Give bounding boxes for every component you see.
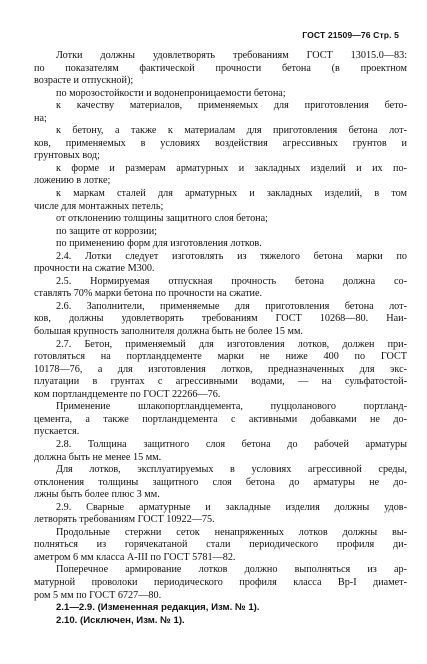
text-line: прочности на сжатие М300.: [34, 263, 155, 275]
text-line: на;: [34, 112, 47, 124]
text-line: 2.6. Заполнители, применяемые для приготовления бетона лот-: [56, 300, 407, 312]
text-line: Лотки должны удовлетворять требованиям ГОСТ 13015.0—83:: [56, 50, 407, 61]
text-line: 2.8. Толщина защитного слоя бетона до рабочей арматуры: [56, 438, 407, 450]
body-text: [34, 50, 407, 627]
text-line: Поперечное армирование лотков должно выполняться из ар-: [56, 564, 407, 576]
text-line: грунтовых вод;: [34, 150, 100, 162]
text-line: готовляться на портландцементе марки не ниже 400 по ГОСТ: [34, 351, 407, 363]
text-line: к качеству материалов, применяемых для приготовления бето-: [56, 100, 407, 112]
text-line: летворять требованиям ГОСТ 10922—75.: [34, 514, 215, 526]
text-line: по морозостойкости и водонепроницаемости бетона;: [56, 87, 286, 99]
text-line: полняться из горячекатаной стали периодического профиля ди-: [34, 539, 407, 551]
text-line: 2.5. Нормируемая отпускная прочность бетона должна со-: [56, 275, 407, 287]
text-line: ставлять 70% марки бетона по прочности на сжатие.: [34, 288, 263, 300]
text-line: к маркам сталей для арматурных и закладных изделий, в том: [56, 188, 407, 200]
text-line: Продольные стержни сеток ненапряженных лотков должны вы-: [56, 526, 407, 538]
text-line: по защите от коррозии;: [56, 225, 157, 237]
amendment-note: 2.1—2.9. (Измененная редакция, Изм. № 1).: [56, 602, 260, 614]
text-line: 10178—76, а для изготовления лотков, предназначенных для экс-: [34, 363, 407, 375]
text-line: лжны быть более плюс 3 мм.: [34, 489, 160, 501]
text-line: ложению в лотке;: [34, 175, 111, 187]
text-line: 2.7. Бетон, применяемый для изготовления лотков, должен при-: [56, 338, 407, 350]
text-line: отклонения толщины защитного слоя бетона до арматуры не до-: [34, 476, 407, 488]
page-header: ГОСТ 21509—76 Стр. 5: [302, 30, 399, 40]
text-line: плуатации в грунтах с агрессивными водами, — на сульфатостой-: [34, 376, 407, 388]
text-line: матурной проволоки периодического профиля класса Вр-I диамет-: [34, 576, 407, 588]
text-line: цемента, а также портландцемента с активными добавками не до-: [34, 413, 407, 425]
text-line: пускается.: [34, 426, 80, 438]
text-line: возрасте и отпускной);: [34, 75, 134, 87]
text-line: Для лотков, эксплуатируемых в условиях агрессивной среды,: [56, 464, 407, 476]
text-line: аметром 6 мм класса А-III по ГОСТ 5781—82.: [34, 551, 236, 563]
amendment-note: 2.10. (Исключен, Изм. № 1).: [56, 614, 185, 626]
text-line: от отклонению толщины защитного слоя бетона;: [56, 213, 268, 225]
text-line: числе для монтажных петель;: [34, 200, 164, 212]
text-line: ком портландцементе по ГОСТ 22266—76.: [34, 388, 221, 400]
text-line: к бетону, а также к материалам для приготовления бетона лот-: [56, 125, 407, 137]
text-line: к форме и размерам арматурных и закладных изделий и их по-: [56, 162, 407, 174]
text-line: ром 5 мм по ГОСТ 6727—80.: [34, 589, 162, 601]
text-line: 2.4. Лотки следует изготовлять из тяжелого бетона марки по: [56, 250, 407, 262]
text-line: по применению форм для изготовления лотков.: [56, 238, 262, 250]
text-line: по показателям фактической прочности бетона (в проектном: [34, 62, 407, 74]
text-line: ков, должны удовлетворять требованиям ГОСТ 10268—80. Наи-: [34, 313, 407, 325]
text-line: большая крупность заполнителя должна быть не более 15 мм.: [34, 326, 303, 338]
text-line: Применение шлакопортландцемента, пуццоланового портланд-: [56, 401, 407, 413]
text-line: 2.9. Сварные арматурные и закладные изделия должны удов-: [56, 501, 407, 513]
text-line: должна быть не менее 15 мм.: [34, 451, 162, 463]
text-line: ков, применяемых в условиях воздействия агрессивных грунтов и: [34, 137, 407, 149]
